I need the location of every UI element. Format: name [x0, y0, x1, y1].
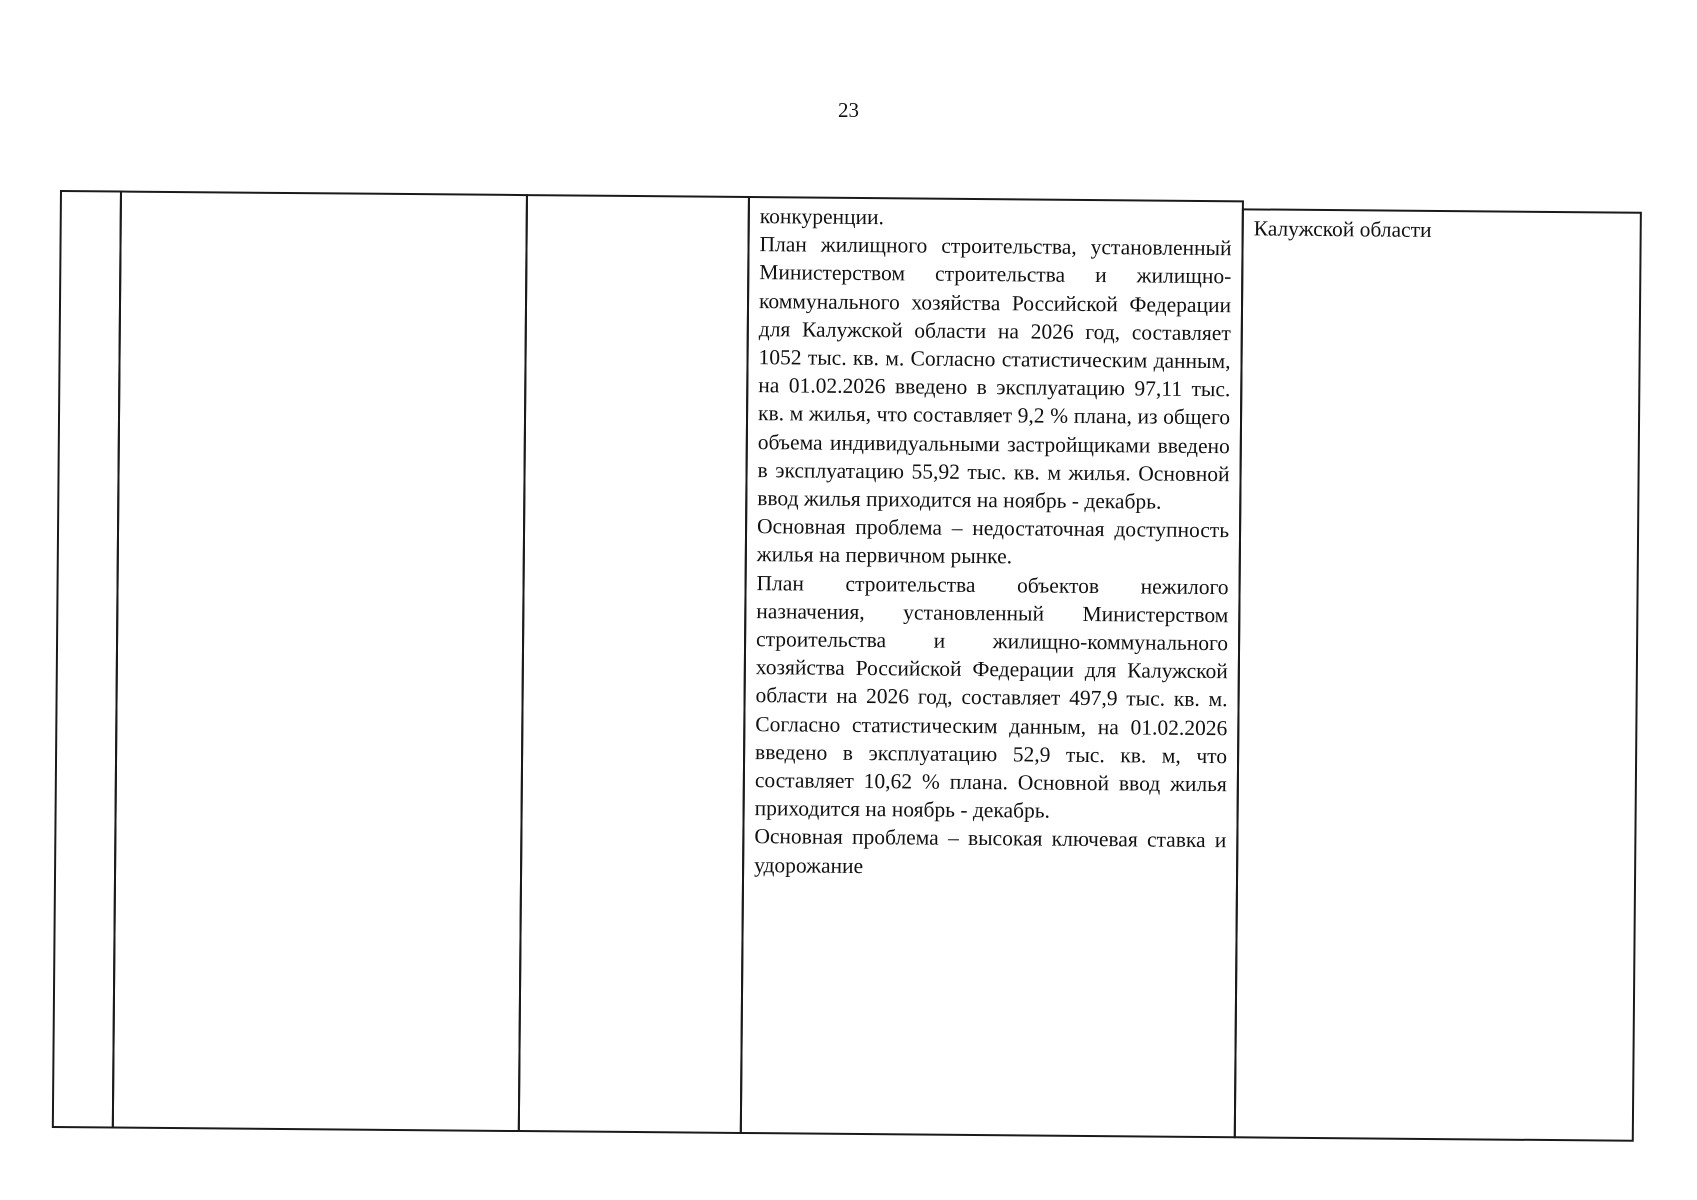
paragraph: Основная проблема – недостаточная доступность жилья на первичном рынке.: [756, 514, 1230, 569]
page-number: 23: [838, 98, 859, 122]
paragraph: конкуренции.: [759, 204, 885, 230]
table-cell-col5: [1234, 208, 1642, 1141]
table-cell-col4: [740, 196, 1244, 1138]
table-cell-col3: [518, 194, 750, 1134]
paragraph: Основная проблема – высокая ключевая ставка и удорожание: [754, 824, 1227, 878]
table-cell-col1: [52, 190, 122, 1129]
table-cell-col2: [112, 191, 528, 1133]
paragraph: План жилищного строительства, установленный Министерством строительства и жилищно-коммунального хозяйства Российской Федерации для Калужской области на 2026 год, составляет 1052 тыс. кв. м. Согласно статистическим данным, на 01.02.2026 введено в эксплуатацию 97,11 тыс. кв. м жилья, что составляет 9,2 % плана, из общего объема индивидуальными застройщиками введено в эксплуатацию 55,92 тыс. кв. м жилья. Основной ввод жилья приходится на ноябрь - декабрь.: [757, 232, 1232, 514]
paragraph: План строительства объектов нежилого назначения, установленный Министерством строительства и жилищно-коммунального хозяйства Российской Федерации для Калужской области на 2026 год, составляет 497,9 тыс. кв. м. Согласно статистическим данным, на 01.02.2026 введено в эксплуатацию 52,9 тыс. кв. м, что составляет 10,62 % плана. Основной ввод жилья приходится на ноябрь - декабрь.: [754, 570, 1229, 823]
cell-text-col5: Калужской области: [1253, 216, 1432, 242]
cell-text-col4: [754, 202, 1232, 883]
document-table: [52, 190, 1642, 1146]
